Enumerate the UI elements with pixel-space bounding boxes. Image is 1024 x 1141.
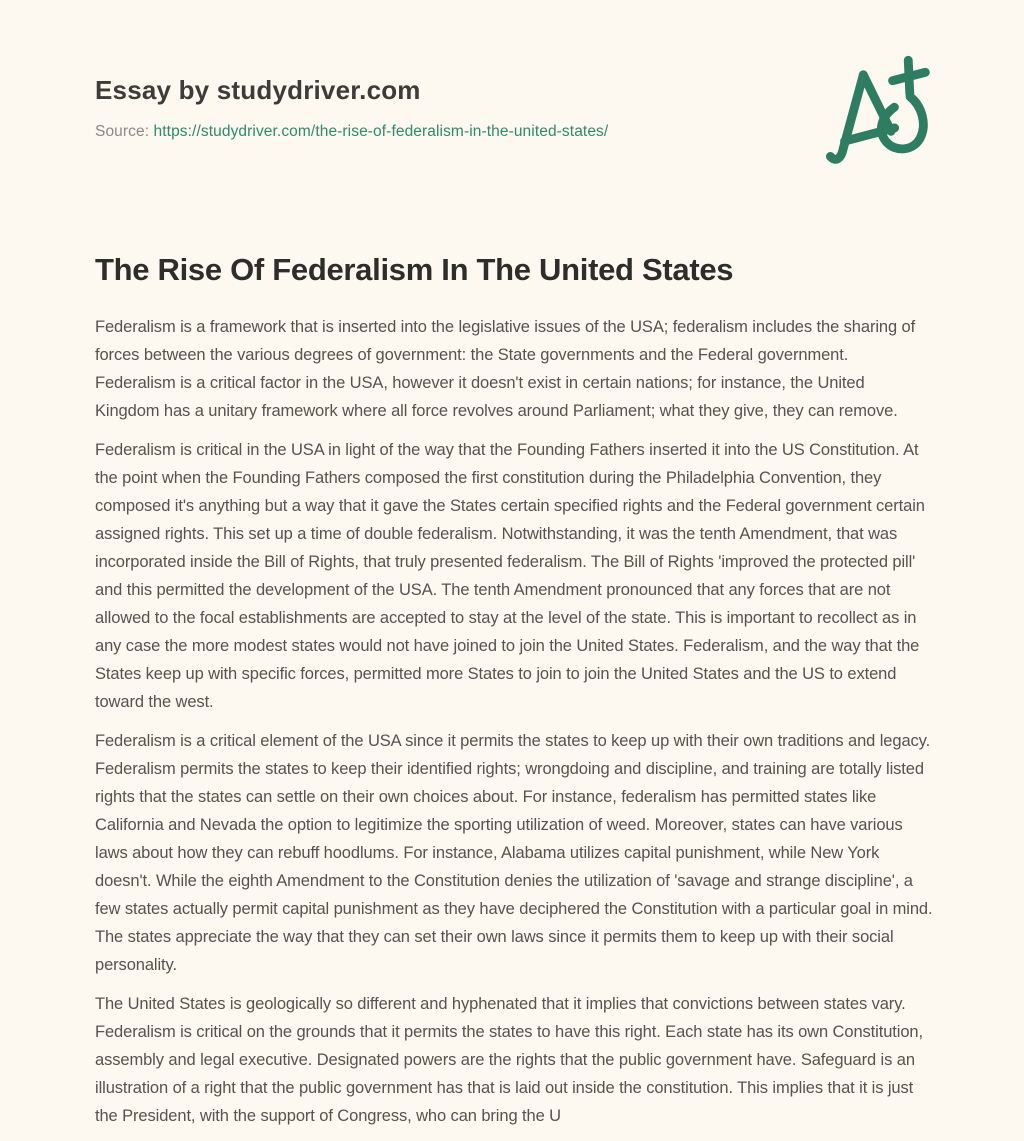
- essay-paragraph: Federalism is a framework that is inserted into the legislative issues of the USA; federalism includes the sharing of forces between the various degrees of government: the State governments and the Federal government. Federalism is a critical factor in the USA, however it doesn't exist in certain nations; for instance, the United Kingdom has a unitary framework where all force revolves around Parliament; what they give, they can remove.: [95, 317, 916, 420]
- essay-article: [95, 252, 933, 1141]
- essay-paragraph: Federalism is a critical element of the USA since it permits the states to keep up with their own traditions and legacy. Federalism permits the states to keep their identified rights; wrongdoing and discipline, and training are totally listed rights that the states can settle on their own choices about. For instance, federalism has permitted states like California and Nevada the option to legitimize the sporting utilization of weed. Moreover, states can have various laws about how they can rebuff hoodlums. For instance, Alabama utilizes capital punishment, while New York doesn't. While the eighth Amendment to the Constitution denies the utilization of 'savage and strange discipline', a few states actually permit capital punishment as they have deciphered the Constitution with a particular goal in mind. The states appreciate the way that they can set their own laws since it permits them to keep up with their social personality.: [95, 731, 933, 974]
- essay-by-heading: Essay by studydriver.com: [95, 75, 421, 105]
- essay-paragraph: The United States is geologically so different and hyphenated that it implies that convictions between states vary. Federalism is critical on the grounds that it permits the states to have this right. Each state has its own Constitution, assembly and legal executive. Designated powers are the rights that the public government have. Safeguard is an illustration of a right that the public government has that is laid out inside the constitution. This implies that it is just the President, with the support of Congress, who can bring the U: [95, 994, 923, 1125]
- essay-paragraph: Federalism is critical in the USA in light of the way that the Founding Fathers inserted it into the US Constitution. At the point when the Founding Fathers composed the first constitution during the Philadelphia Convention, they composed it's anything but a way that it gave the States certain specified rights and the Federal government certain assigned rights. This set up a time of double federalism. Notwithstanding, it was the tenth Amendment, that was incorporated inside the Bill of Rights, that truly presented federalism. The Bill of Rights 'improved the protected pill' and this permitted the development of the USA. The tenth Amendment pronounced that any forces that are not allowed to the focal establishments are accepted to stay at the level of the state. This is important to recollect as in any case the more modest states would not have joined to join the United States. Federalism, and the way that the States keep up with specific forces, permitted more States to join to join the United States and the US to extend toward the west.: [95, 440, 925, 711]
- source-label: Source:: [95, 122, 150, 140]
- page-header: [95, 76, 608, 141]
- essay-title: The Rise Of Federalism In The United States: [95, 252, 734, 287]
- source-line: [95, 123, 608, 141]
- source-link[interactable]: https://studydriver.com/the-rise-of-federalism-in-the-united-states/: [153, 122, 609, 140]
- studydriver-a-plus-logo-icon: [818, 52, 936, 170]
